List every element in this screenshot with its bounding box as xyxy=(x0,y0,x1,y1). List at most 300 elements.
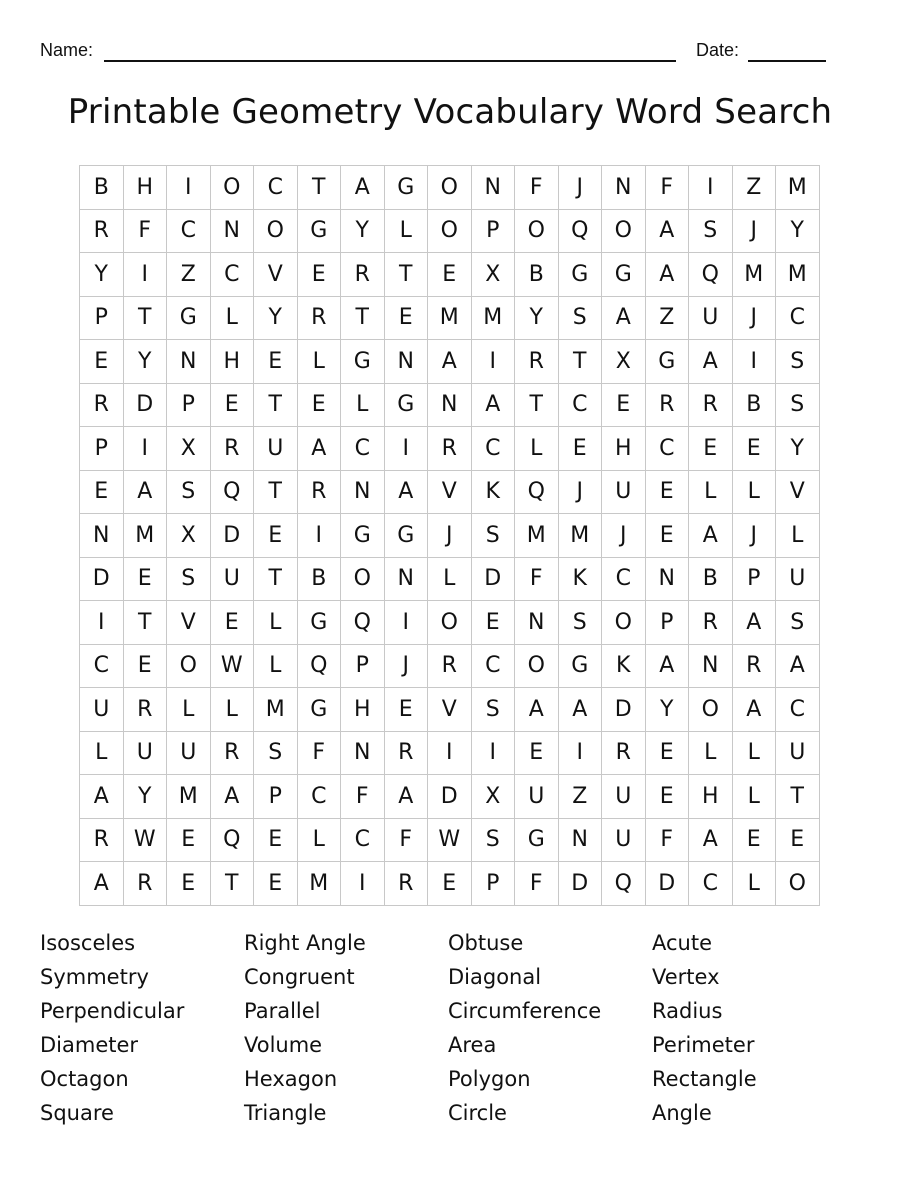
grid-cell: E xyxy=(732,818,776,862)
word-list-item: Diameter xyxy=(40,1033,139,1057)
grid-cell: V xyxy=(428,688,472,732)
grid-cell: Q xyxy=(689,253,733,297)
grid-cell: P xyxy=(254,775,298,819)
grid-cell: J xyxy=(732,296,776,340)
grid-cell: C xyxy=(254,166,298,210)
grid-cell: M xyxy=(123,514,167,558)
grid-cell: H xyxy=(123,166,167,210)
grid-cell: Q xyxy=(297,644,341,688)
grid-cell: O xyxy=(515,209,559,253)
grid-cell: E xyxy=(210,383,254,427)
grid-cell: E xyxy=(384,688,428,732)
grid-cell: E xyxy=(515,731,559,775)
header-row xyxy=(40,36,830,66)
grid-row xyxy=(80,688,820,732)
grid-cell: F xyxy=(645,818,689,862)
grid-cell: Q xyxy=(341,601,385,645)
grid-cell: U xyxy=(167,731,211,775)
grid-cell: R xyxy=(341,253,385,297)
grid-cell: I xyxy=(689,166,733,210)
grid-cell: N xyxy=(645,557,689,601)
word-list-item: Congruent xyxy=(244,965,355,989)
grid-cell: T xyxy=(515,383,559,427)
grid-cell: I xyxy=(167,166,211,210)
grid-cell: Y xyxy=(123,775,167,819)
grid-cell: G xyxy=(645,340,689,384)
word-list-item: Angle xyxy=(652,1101,712,1125)
grid-cell: E xyxy=(297,253,341,297)
grid-cell: J xyxy=(732,514,776,558)
grid-cell: I xyxy=(558,731,602,775)
grid-cell: P xyxy=(167,383,211,427)
word-list-item: Vertex xyxy=(652,965,720,989)
grid-cell: V xyxy=(428,470,472,514)
grid-cell: M xyxy=(776,253,820,297)
grid-cell: R xyxy=(515,340,559,384)
grid-cell: L xyxy=(297,818,341,862)
grid-cell: I xyxy=(471,340,515,384)
grid-cell: G xyxy=(167,296,211,340)
grid-cell: I xyxy=(384,427,428,471)
grid-cell: N xyxy=(428,383,472,427)
grid-cell: R xyxy=(210,731,254,775)
grid-row xyxy=(80,818,820,862)
grid-cell: R xyxy=(80,818,124,862)
grid-cell: Q xyxy=(602,862,646,906)
grid-cell: R xyxy=(123,688,167,732)
grid-cell: A xyxy=(341,166,385,210)
word-list-item: Perimeter xyxy=(652,1033,755,1057)
grid-cell: C xyxy=(558,383,602,427)
grid-cell: E xyxy=(80,470,124,514)
grid-cell: O xyxy=(602,601,646,645)
grid-cell: L xyxy=(297,340,341,384)
grid-cell: U xyxy=(776,557,820,601)
grid-cell: M xyxy=(515,514,559,558)
grid-cell: A xyxy=(384,775,428,819)
grid-cell: R xyxy=(384,862,428,906)
grid-cell: F xyxy=(645,166,689,210)
grid-cell: L xyxy=(80,731,124,775)
grid-cell: A xyxy=(689,340,733,384)
grid-cell: E xyxy=(558,427,602,471)
grid-cell: E xyxy=(123,644,167,688)
grid-cell: N xyxy=(210,209,254,253)
grid-cell: G xyxy=(515,818,559,862)
grid-cell: U xyxy=(515,775,559,819)
grid-cell: L xyxy=(732,470,776,514)
grid-cell: L xyxy=(341,383,385,427)
grid-cell: P xyxy=(80,296,124,340)
grid-cell: A xyxy=(689,514,733,558)
grid-cell: Y xyxy=(776,209,820,253)
grid-cell: X xyxy=(167,514,211,558)
grid-cell: S xyxy=(558,296,602,340)
grid-cell: E xyxy=(732,427,776,471)
grid-cell: H xyxy=(689,775,733,819)
grid-cell: G xyxy=(341,340,385,384)
grid-cell: A xyxy=(776,644,820,688)
word-list-item: Square xyxy=(40,1101,114,1125)
grid-cell: O xyxy=(428,601,472,645)
grid-cell: T xyxy=(210,862,254,906)
grid-cell: I xyxy=(341,862,385,906)
grid-cell: U xyxy=(776,731,820,775)
grid-cell: S xyxy=(471,818,515,862)
grid-row xyxy=(80,209,820,253)
grid-cell: F xyxy=(515,166,559,210)
grid-cell: E xyxy=(167,862,211,906)
grid-cell: U xyxy=(689,296,733,340)
grid-cell: M xyxy=(471,296,515,340)
grid-cell: M xyxy=(428,296,472,340)
grid-cell: A xyxy=(80,862,124,906)
grid-cell: B xyxy=(732,383,776,427)
grid-cell: A xyxy=(732,601,776,645)
grid-cell: F xyxy=(384,818,428,862)
grid-cell: Y xyxy=(80,253,124,297)
grid-cell: D xyxy=(123,383,167,427)
grid-cell: G xyxy=(297,209,341,253)
grid-cell: Y xyxy=(515,296,559,340)
grid-cell: S xyxy=(254,731,298,775)
grid-cell: J xyxy=(602,514,646,558)
word-list-item: Isosceles xyxy=(40,931,136,955)
grid-cell: P xyxy=(471,209,515,253)
grid-cell: D xyxy=(210,514,254,558)
grid-cell: E xyxy=(254,340,298,384)
grid-cell: X xyxy=(471,253,515,297)
grid-cell: C xyxy=(471,427,515,471)
grid-cell: C xyxy=(689,862,733,906)
grid-cell: L xyxy=(776,514,820,558)
grid-cell: I xyxy=(471,731,515,775)
grid-cell: U xyxy=(602,775,646,819)
grid-cell: J xyxy=(732,209,776,253)
grid-cell: N xyxy=(384,340,428,384)
grid-cell: V xyxy=(776,470,820,514)
grid-cell: O xyxy=(341,557,385,601)
grid-row xyxy=(80,166,820,210)
grid-cell: R xyxy=(689,383,733,427)
grid-cell: C xyxy=(471,644,515,688)
grid-cell: B xyxy=(689,557,733,601)
grid-cell: E xyxy=(123,557,167,601)
grid-cell: L xyxy=(515,427,559,471)
grid-cell: E xyxy=(254,818,298,862)
grid-cell: Q xyxy=(210,818,254,862)
grid-cell: R xyxy=(80,383,124,427)
grid-cell: G xyxy=(384,383,428,427)
grid-cell: C xyxy=(602,557,646,601)
grid-cell: Q xyxy=(558,209,602,253)
grid-cell: L xyxy=(689,470,733,514)
grid-cell: J xyxy=(558,470,602,514)
grid-cell: T xyxy=(254,383,298,427)
grid-cell: V xyxy=(167,601,211,645)
word-list-item: Acute xyxy=(652,931,713,955)
grid-row xyxy=(80,470,820,514)
grid-cell: C xyxy=(341,818,385,862)
grid-row xyxy=(80,731,820,775)
grid-row xyxy=(80,427,820,471)
grid-cell: X xyxy=(167,427,211,471)
grid-cell: U xyxy=(80,688,124,732)
grid-cell: P xyxy=(80,427,124,471)
grid-cell: Z xyxy=(732,166,776,210)
grid-cell: G xyxy=(297,601,341,645)
grid-row xyxy=(80,340,820,384)
grid-cell: U xyxy=(254,427,298,471)
grid-cell: S xyxy=(776,601,820,645)
word-list-item: Perpendicular xyxy=(40,999,185,1023)
grid-cell: R xyxy=(80,209,124,253)
grid-cell: K xyxy=(602,644,646,688)
grid-cell: D xyxy=(80,557,124,601)
word-search-grid xyxy=(79,165,820,906)
grid-cell: O xyxy=(428,166,472,210)
grid-cell: R xyxy=(123,862,167,906)
grid-cell: N xyxy=(341,470,385,514)
grid-cell: P xyxy=(732,557,776,601)
word-list-item: Triangle xyxy=(244,1101,327,1125)
grid-cell: C xyxy=(167,209,211,253)
grid-cell: E xyxy=(428,862,472,906)
grid-cell: G xyxy=(297,688,341,732)
grid-cell: A xyxy=(689,818,733,862)
grid-cell: A xyxy=(515,688,559,732)
grid-cell: C xyxy=(341,427,385,471)
page-title: Printable Geometry Vocabulary Word Search xyxy=(67,92,833,132)
grid-cell: A xyxy=(558,688,602,732)
grid-cell: G xyxy=(602,253,646,297)
grid-cell: A xyxy=(645,209,689,253)
grid-cell: W xyxy=(210,644,254,688)
grid-cell: N xyxy=(384,557,428,601)
grid-row xyxy=(80,296,820,340)
grid-cell: N xyxy=(558,818,602,862)
word-list-item: Circumference xyxy=(448,999,602,1023)
grid-cell: G xyxy=(384,166,428,210)
grid-cell: L xyxy=(210,688,254,732)
grid-cell: I xyxy=(732,340,776,384)
grid-cell: C xyxy=(776,296,820,340)
grid-cell: E xyxy=(384,296,428,340)
grid-cell: S xyxy=(558,601,602,645)
grid-cell: E xyxy=(254,862,298,906)
grid-cell: G xyxy=(558,253,602,297)
grid-cell: C xyxy=(80,644,124,688)
grid-cell: E xyxy=(689,427,733,471)
grid-cell: M xyxy=(776,166,820,210)
grid-cell: I xyxy=(428,731,472,775)
grid-cell: R xyxy=(428,644,472,688)
grid-cell: Y xyxy=(123,340,167,384)
grid-cell: L xyxy=(254,601,298,645)
grid-cell: B xyxy=(297,557,341,601)
grid-cell: K xyxy=(471,470,515,514)
grid-cell: W xyxy=(428,818,472,862)
grid-cell: N xyxy=(341,731,385,775)
word-list-item: Parallel xyxy=(244,999,321,1023)
grid-cell: E xyxy=(297,383,341,427)
grid-cell: K xyxy=(558,557,602,601)
grid-cell: C xyxy=(297,775,341,819)
word-list-item: Area xyxy=(448,1033,497,1057)
grid-cell: H xyxy=(210,340,254,384)
grid-cell: L xyxy=(254,644,298,688)
word-list-item: Hexagon xyxy=(244,1067,338,1091)
word-list-item: Volume xyxy=(244,1033,323,1057)
grid-cell: E xyxy=(428,253,472,297)
grid-cell: N xyxy=(602,166,646,210)
grid-cell: S xyxy=(167,470,211,514)
grid-cell: U xyxy=(602,818,646,862)
grid-cell: L xyxy=(689,731,733,775)
grid-cell: R xyxy=(602,731,646,775)
word-list-item: Radius xyxy=(652,999,723,1023)
grid-cell: Z xyxy=(558,775,602,819)
grid-cell: L xyxy=(732,862,776,906)
grid-cell: O xyxy=(167,644,211,688)
grid-cell: A xyxy=(384,470,428,514)
word-list-item: Right Angle xyxy=(244,931,366,955)
grid-row xyxy=(80,253,820,297)
grid-cell: Y xyxy=(645,688,689,732)
grid-cell: Z xyxy=(645,296,689,340)
grid-cell: O xyxy=(254,209,298,253)
grid-cell: F xyxy=(297,731,341,775)
grid-cell: T xyxy=(123,601,167,645)
grid-cell: H xyxy=(602,427,646,471)
grid-cell: O xyxy=(210,166,254,210)
grid-cell: R xyxy=(384,731,428,775)
grid-cell: A xyxy=(80,775,124,819)
grid-cell: S xyxy=(471,514,515,558)
grid-cell: A xyxy=(645,644,689,688)
grid-cell: L xyxy=(210,296,254,340)
grid-cell: L xyxy=(167,688,211,732)
grid-cell: T xyxy=(254,470,298,514)
grid-cell: I xyxy=(297,514,341,558)
name-label: Name: xyxy=(40,40,94,60)
grid-row xyxy=(80,644,820,688)
grid-cell: E xyxy=(776,818,820,862)
grid-row xyxy=(80,383,820,427)
grid-cell: E xyxy=(645,731,689,775)
grid-cell: F xyxy=(341,775,385,819)
grid-cell: P xyxy=(471,862,515,906)
grid-row xyxy=(80,514,820,558)
grid-cell: Q xyxy=(515,470,559,514)
grid-cell: R xyxy=(428,427,472,471)
grid-cell: J xyxy=(428,514,472,558)
grid-cell: F xyxy=(123,209,167,253)
grid-cell: E xyxy=(471,601,515,645)
grid-cell: S xyxy=(776,383,820,427)
name-blank-line xyxy=(104,60,676,62)
grid-cell: N xyxy=(515,601,559,645)
grid-cell: E xyxy=(210,601,254,645)
grid-cell: G xyxy=(341,514,385,558)
word-list-item: Polygon xyxy=(448,1067,531,1091)
grid-cell: T xyxy=(384,253,428,297)
grid-cell: A xyxy=(428,340,472,384)
grid-cell: I xyxy=(123,427,167,471)
grid-cell: A xyxy=(471,383,515,427)
grid-cell: E xyxy=(602,383,646,427)
grid-cell: R xyxy=(645,383,689,427)
grid-cell: U xyxy=(123,731,167,775)
grid-cell: R xyxy=(210,427,254,471)
grid-cell: U xyxy=(602,470,646,514)
grid-cell: S xyxy=(776,340,820,384)
grid-cell: M xyxy=(732,253,776,297)
grid-cell: R xyxy=(732,644,776,688)
grid-cell: S xyxy=(167,557,211,601)
grid-cell: R xyxy=(297,296,341,340)
grid-cell: D xyxy=(558,862,602,906)
grid-cell: N xyxy=(80,514,124,558)
grid-cell: B xyxy=(515,253,559,297)
grid-cell: O xyxy=(689,688,733,732)
grid-cell: E xyxy=(80,340,124,384)
word-list-item: Circle xyxy=(448,1101,507,1125)
grid-cell: D xyxy=(645,862,689,906)
grid-cell: T xyxy=(123,296,167,340)
grid-cell: F xyxy=(515,557,559,601)
grid-cell: D xyxy=(471,557,515,601)
date-blank-line xyxy=(748,60,826,62)
grid-cell: D xyxy=(428,775,472,819)
grid-cell: N xyxy=(471,166,515,210)
grid-cell: P xyxy=(341,644,385,688)
grid-cell: E xyxy=(645,775,689,819)
grid-cell: L xyxy=(384,209,428,253)
grid-cell: F xyxy=(515,862,559,906)
word-list-item: Obtuse xyxy=(448,931,524,955)
grid-cell: H xyxy=(341,688,385,732)
grid-cell: Y xyxy=(776,427,820,471)
grid-cell: T xyxy=(341,296,385,340)
grid-cell: A xyxy=(297,427,341,471)
grid-cell: U xyxy=(210,557,254,601)
grid-row xyxy=(80,775,820,819)
grid-cell: Y xyxy=(254,296,298,340)
grid-cell: I xyxy=(123,253,167,297)
grid-cell: M xyxy=(558,514,602,558)
date-label: Date: xyxy=(696,40,740,60)
grid-cell: E xyxy=(167,818,211,862)
grid-cell: A xyxy=(123,470,167,514)
grid-cell: M xyxy=(297,862,341,906)
grid-cell: L xyxy=(732,731,776,775)
grid-cell: X xyxy=(602,340,646,384)
grid-row xyxy=(80,862,820,906)
grid-cell: C xyxy=(645,427,689,471)
word-list xyxy=(40,928,860,1132)
grid-cell: J xyxy=(558,166,602,210)
grid-cell: M xyxy=(167,775,211,819)
grid-cell: E xyxy=(645,470,689,514)
grid-cell: Q xyxy=(210,470,254,514)
grid-cell: X xyxy=(471,775,515,819)
grid-cell: A xyxy=(732,688,776,732)
grid-cell: E xyxy=(645,514,689,558)
grid-cell: A xyxy=(602,296,646,340)
grid-cell: J xyxy=(384,644,428,688)
grid-cell: G xyxy=(384,514,428,558)
